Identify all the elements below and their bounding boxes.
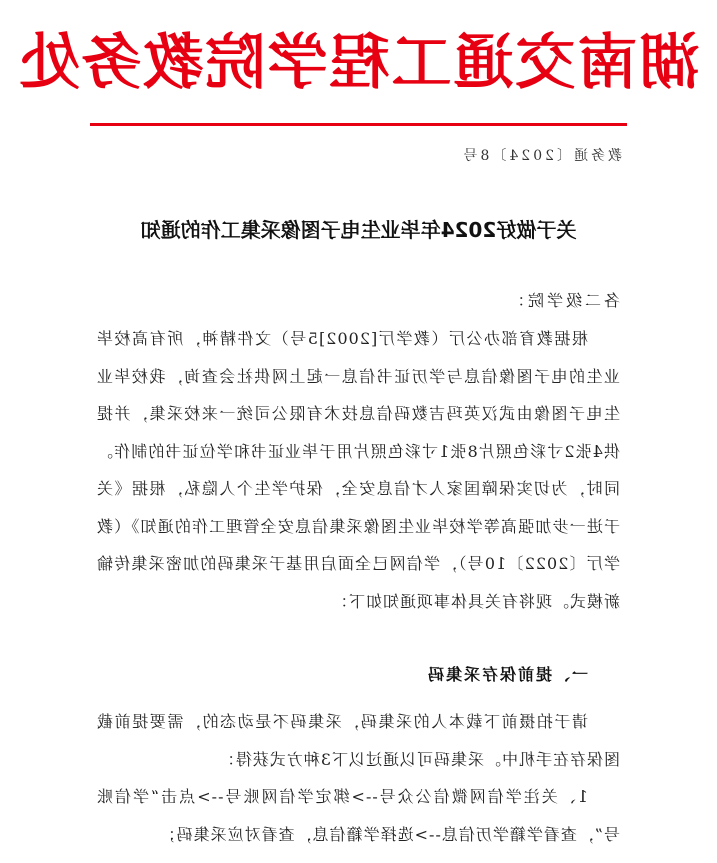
masthead-divider — [90, 123, 627, 126]
section-list-item: 1、关注学信网微信公众号-->绑定学信网账号-->点击“学信账号”，查看学籍学历信息-->选择学籍信息，查看对应采集码； — [96, 787, 620, 844]
section-paragraph: 请于拍摄前下载本人的采集码，采集码不是动态的，需要提前截图保存在手机中。采集码可以通过以下3种方式获得： — [96, 712, 620, 769]
document-title: 关于做好2024年毕业生电子图像采集工作的通知 — [140, 218, 577, 242]
paragraph-intro: 根据教育部办公厅（教学厅[2002]5号）文件精神，所有高校毕业生的电子图像信息与学历证书信息一起上网供社会查询，我校毕业生电子图像由武汉英玛吉数码信息技术有限公司统一来校采集，并提供4张2寸彩色照片8张1寸彩色照片用于毕业证书和学位证书的制作。同时，为切实保障国家人才信息安全，保护学生个人隐私，根据《关于进一步加强高等学校毕业生图像采集信息安全管理工作的通知》（教学厅〔2022〕10号），学信网已全面启用基于采集码的加密采集传输新模式。现将有关具体事项通知如下： — [96, 329, 620, 611]
salutation: 各二级学院： — [505, 291, 620, 310]
masthead-title: 湖南交通工程学院教务处 — [17, 28, 700, 98]
document-number: 教务通〔2024〕8号 — [460, 148, 622, 164]
section-heading: 一、提前保存采集码 — [425, 665, 588, 684]
